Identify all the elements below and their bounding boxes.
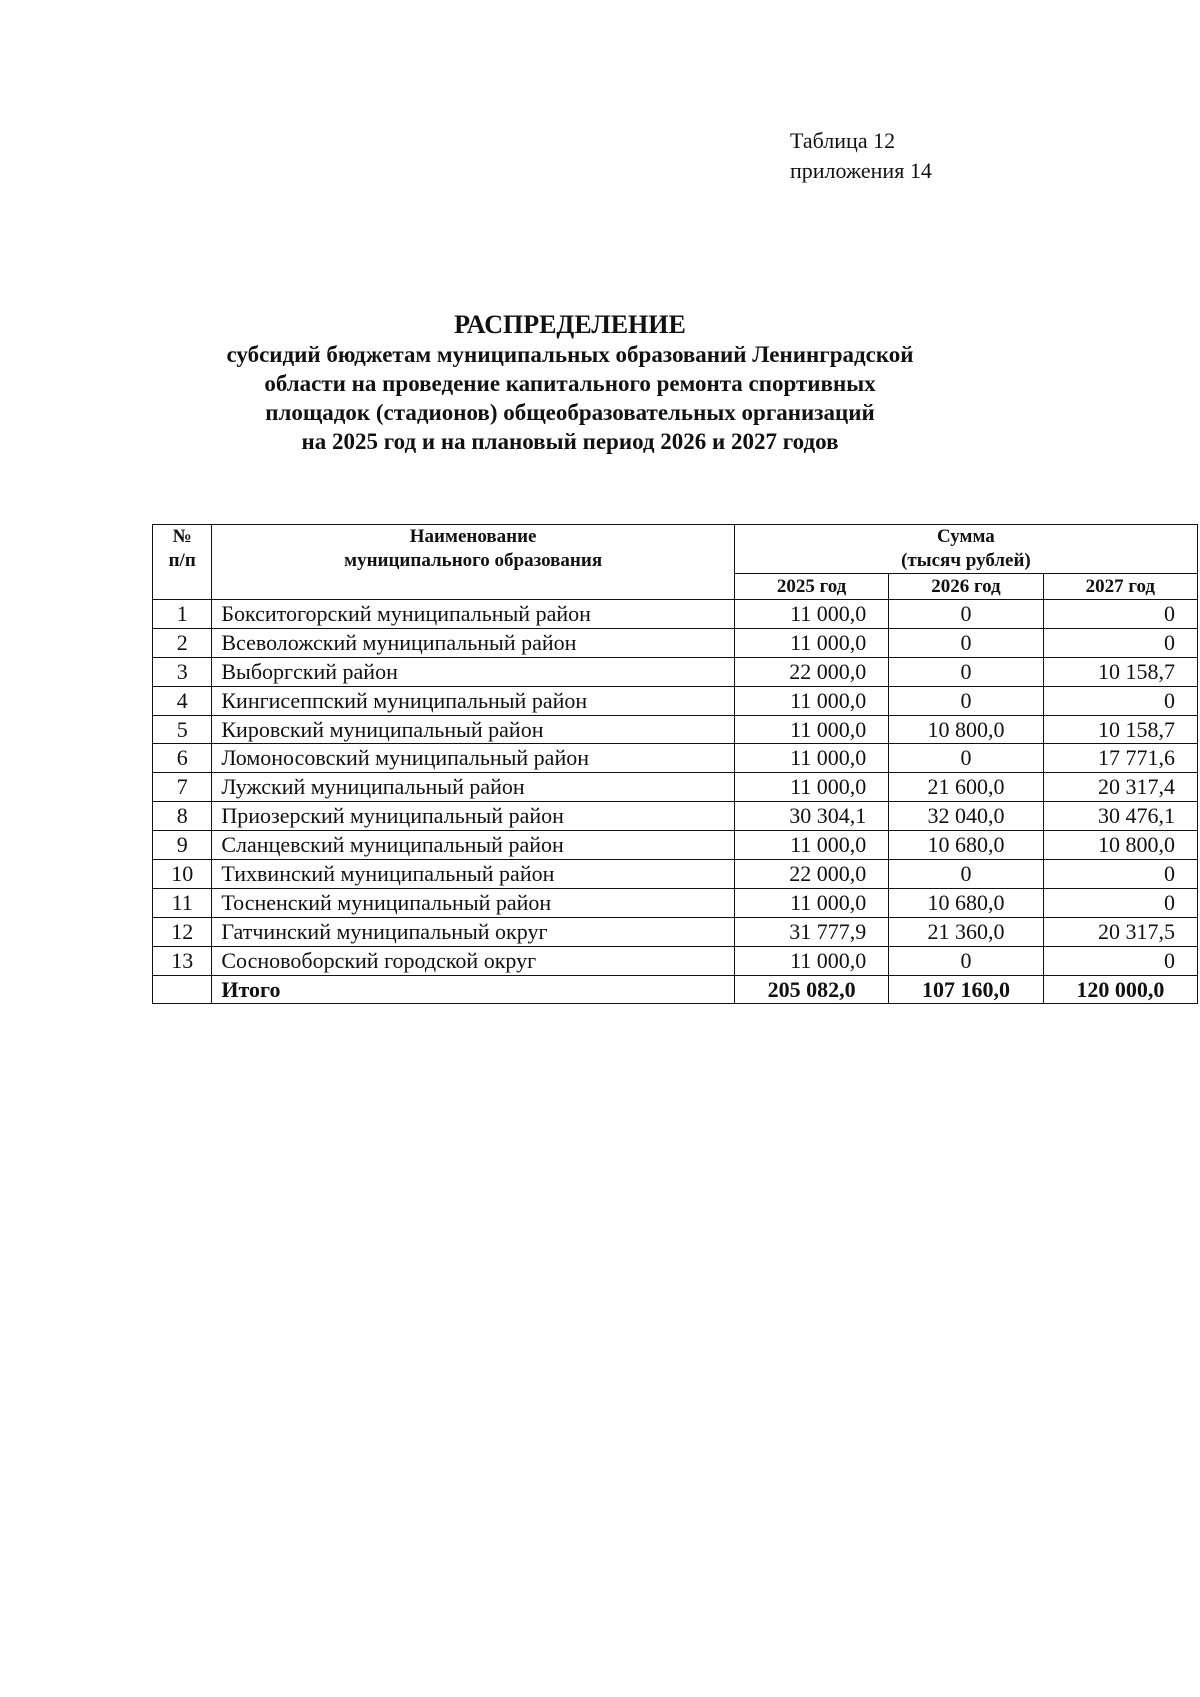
cell-2027: 30 476,1 [1043,802,1197,831]
table-row [153,657,1198,686]
cell-2025: 11 000,0 [734,888,888,917]
cell-2027: 10 158,7 [1043,657,1197,686]
table-row [153,628,1198,657]
cell-municipality: Кингисеппский муниципальный район [212,686,735,715]
cell-2027: 20 317,4 [1043,773,1197,802]
table-row [153,802,1198,831]
table-row [153,744,1198,773]
cell-number: 8 [153,802,212,831]
cell-2027: 0 [1043,860,1197,889]
cell-2027: 20 317,5 [1043,917,1197,946]
header-sum-line2: (тысяч рублей) [901,550,1031,571]
table-reference [790,126,932,186]
cell-2025: 11 000,0 [734,744,888,773]
header-municipality-line2: муниципального образования [344,550,603,571]
cell-2026: 0 [889,657,1043,686]
cell-2026: 0 [889,860,1043,889]
header-sum-line1: Сумма [937,526,995,547]
title-line: площадок (стадионов) общеобразовательных организаций [265,400,875,425]
table-row [153,831,1198,860]
cell-total-label: Итого [212,975,735,1004]
cell-2027: 0 [1043,686,1197,715]
cell-2027: 10 800,0 [1043,831,1197,860]
title-line: субсидий бюджетам муниципальных образований Ленинградской [226,342,914,367]
cell-2026: 0 [889,600,1043,629]
cell-2026: 21 600,0 [889,773,1043,802]
cell-2027: 0 [1043,946,1197,975]
cell-number: 13 [153,946,212,975]
cell-municipality: Выборгский район [212,657,735,686]
cell-2025: 11 000,0 [734,773,888,802]
cell-municipality: Сосновоборский городской округ [212,946,735,975]
cell-municipality: Тихвинский муниципальный район [212,860,735,889]
header-sum [734,525,1197,574]
cell-2026: 21 360,0 [889,917,1043,946]
header-number-line1: № [172,526,192,547]
cell-municipality: Сланцевский муниципальный район [212,831,735,860]
reference-line-table: Таблица 12 [790,128,896,153]
table-body [153,600,1198,1004]
header-number [153,525,212,600]
cell-2026: 32 040,0 [889,802,1043,831]
cell-2025: 30 304,1 [734,802,888,831]
cell-2026: 10 680,0 [889,831,1043,860]
table-row [153,946,1198,975]
cell-municipality: Бокситогорский муниципальный район [212,600,735,629]
reference-line-appendix: приложения 14 [790,158,932,183]
cell-total-number [153,975,212,1004]
table-row [153,715,1198,744]
table-row [153,600,1198,629]
cell-municipality: Тосненский муниципальный район [212,888,735,917]
cell-2025: 11 000,0 [734,686,888,715]
cell-number: 9 [153,831,212,860]
cell-number: 11 [153,888,212,917]
cell-2026: 0 [889,744,1043,773]
cell-total-2026: 107 160,0 [889,975,1043,1004]
header-year-2027: 2027 год [1043,574,1197,600]
header-year-2025: 2025 год [734,574,888,600]
cell-2025: 11 000,0 [734,946,888,975]
table-row [153,773,1198,802]
cell-number: 10 [153,860,212,889]
cell-municipality: Гатчинский муниципальный округ [212,917,735,946]
cell-2027: 10 158,7 [1043,715,1197,744]
cell-municipality: Приозерский муниципальный район [212,802,735,831]
table-row [153,888,1198,917]
title-heading: РАСПРЕДЕЛЕНИЕ [454,310,686,339]
cell-2025: 31 777,9 [734,917,888,946]
cell-number: 12 [153,917,212,946]
title-line: на 2025 год и на плановый период 2026 и 2027 годов [301,429,839,454]
cell-municipality: Лужский муниципальный район [212,773,735,802]
table-row [153,917,1198,946]
cell-2025: 11 000,0 [734,628,888,657]
cell-number: 4 [153,686,212,715]
header-year-2026: 2026 год [889,574,1043,600]
cell-municipality: Кировский муниципальный район [212,715,735,744]
cell-2027: 0 [1043,628,1197,657]
cell-2026: 10 680,0 [889,888,1043,917]
cell-total-2025: 205 082,0 [734,975,888,1004]
cell-2027: 17 771,6 [1043,744,1197,773]
cell-2026: 0 [889,946,1043,975]
cell-2025: 22 000,0 [734,860,888,889]
cell-2026: 10 800,0 [889,715,1043,744]
cell-municipality: Ломоносовский муниципальный район [212,744,735,773]
cell-2026: 0 [889,686,1043,715]
cell-2027: 0 [1043,600,1197,629]
distribution-table [152,524,1198,1004]
cell-number: 6 [153,744,212,773]
cell-number: 5 [153,715,212,744]
table-row [153,686,1198,715]
title-line: области на проведение капитального ремонта спортивных [264,371,876,396]
cell-number: 3 [153,657,212,686]
cell-2025: 11 000,0 [734,715,888,744]
table-header-row [153,525,1198,574]
cell-number: 1 [153,600,212,629]
cell-total-2027: 120 000,0 [1043,975,1197,1004]
header-municipality [212,525,735,600]
document-title [150,310,990,456]
cell-2025: 11 000,0 [734,831,888,860]
cell-2026: 0 [889,628,1043,657]
cell-2025: 11 000,0 [734,600,888,629]
cell-2025: 22 000,0 [734,657,888,686]
header-municipality-line1: Наименование [409,526,537,547]
table-total-row [153,975,1198,1004]
cell-2027: 0 [1043,888,1197,917]
cell-number: 7 [153,773,212,802]
cell-number: 2 [153,628,212,657]
cell-municipality: Всеволожский муниципальный район [212,628,735,657]
header-number-line2: п/п [168,550,196,571]
table-row [153,860,1198,889]
